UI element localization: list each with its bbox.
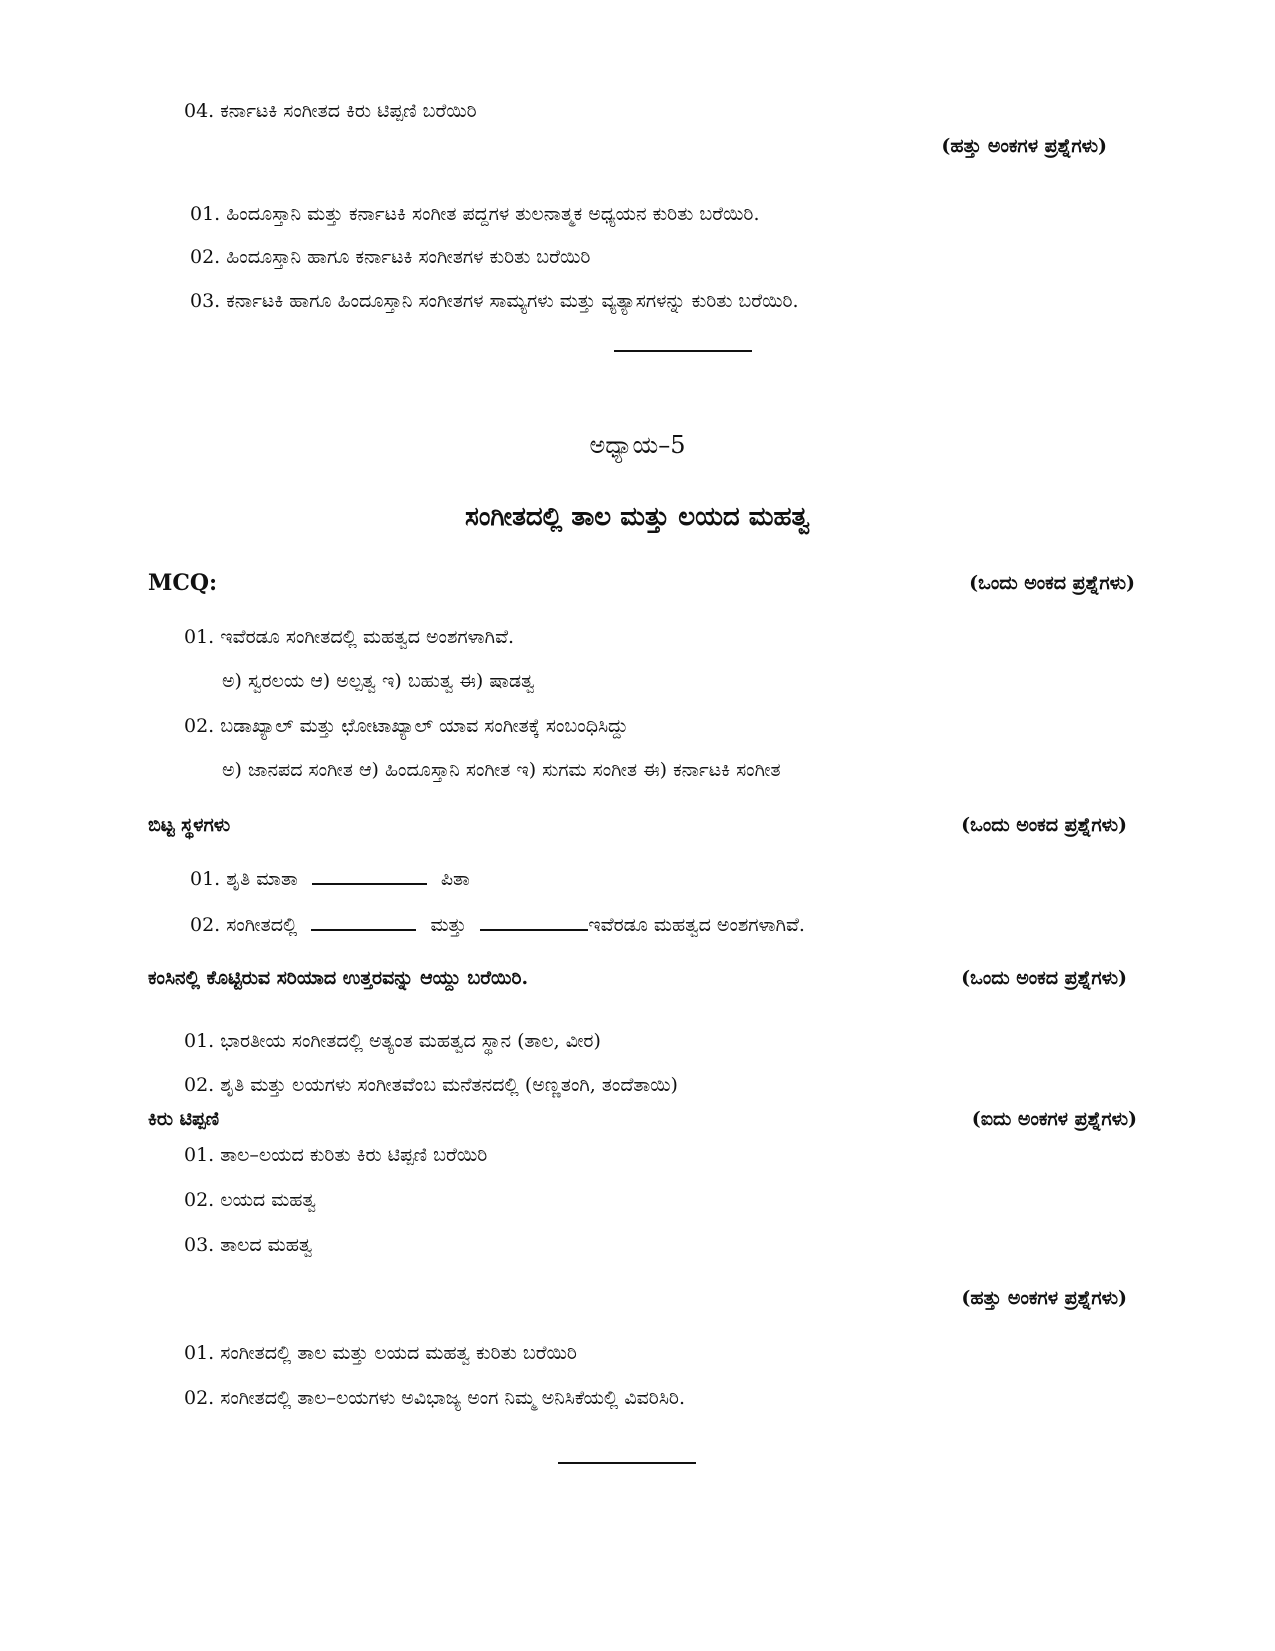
ten-marks-question-2: 02. ಸಂಗೀತದಲ್ಲಿ ತಾಲ–ಲಯಗಳು ಅವಿಭಾಜ್ಯ ಅಂಗ ನಿಮ್ಮ ಅನಿಸಿಕೆಯಲ್ಲಿ ವಿವರಿಸಿರಿ. [184,1387,685,1409]
mcq-options-2: ಅ) ಜಾನಪದ ಸಂಗೀತ ಆ) ಹಿಂದೂಸ್ತಾನಿ ಸಂಗೀತ ಇ) ಸುಗಮ ಸಂಗೀತ ಈ) ಕರ್ನಾಟಕಿ ಸಂಗೀತ [222,759,781,781]
ten-marks-heading-top: (ಹತ್ತು ಅಂಕಗಳ ಪ್ರಶ್ನೆಗಳು) [941,135,1107,157]
choose-answer-label: ಕಂಸಿನಲ್ಲಿ ಕೊಟ್ಟಿರುವ ಸರಿಯಾದ ಉತ್ತರವನ್ನು ಆಯ್ದು ಬರೆಯಿರಿ. [148,967,529,989]
question-04: 04. ಕರ್ನಾಟಕಿ ಸಂಗೀತದ ಕಿರು ಟಿಪ್ಪಣಿ ಬರೆಯಿರಿ [184,100,477,122]
fill-q1-end: ಪಿತಾ [440,868,470,890]
ten-marks-question-1: 01. ಸಂಗೀತದಲ್ಲಿ ತಾಲ ಮತ್ತು ಲಯದ ಮಹತ್ವ ಕುರಿತು ಬರೆಯಿರಿ [184,1342,577,1364]
mcq-marks: (ಒಂದು ಅಂಕದ ಪ್ರಶ್ನೆಗಳು) [969,572,1135,594]
choose-question-2: 02. ಶೃತಿ ಮತ್ತು ಲಯಗಳು ಸಂಗೀತವೆಂಬ ಮನೆತನದಲ್ಲಿ (ಅಣ್ಣತಂಗಿ, ತಂದೆತಾಯಿ) [184,1074,678,1096]
fill-q2-start: 02. ಸಂಗೀತದಲ್ಲಿ [190,914,298,936]
chapter-title: ಸಂಗೀತದಲ್ಲಿ ತಾಲ ಮತ್ತು ಲಯದ ಮಹತ್ವ [465,502,810,532]
ten-question-1: 01. ಹಿಂದೂಸ್ತಾನಿ ಮತ್ತು ಕರ್ನಾಟಕಿ ಸಂಗೀತ ಪದ್ದಗಳ ತುಲನಾತ್ಮಕ ಅಧ್ಯಯನ ಕುರಿತು ಬರೆಯಿರಿ. [190,203,760,225]
choose-question-1: 01. ಭಾರತೀಯ ಸಂಗೀತದಲ್ಲಿ ಅತ್ಯಂತ ಮಹತ್ವದ ಸ್ಥಾನ (ತಾಲ, ವೀರ) [184,1030,601,1052]
short-note-question-2: 02. ಲಯದ ಮಹತ್ವ [184,1189,316,1211]
fill-q2-mid: ಮತ್ತು [430,914,467,936]
fill-blank [312,869,427,885]
section-divider [614,350,752,352]
fill-question-2 [190,913,805,937]
mcq-question-2: 02. ಬಡಾಖ್ಯಾಲ್ ಮತ್ತು ಛೋಟಾಖ್ಯಾಲ್ ಯಾವ ಸಂಗೀತಕ್ಕೆ ಸಂಬಂಧಿಸಿದ್ದು [184,715,629,737]
fill-q1-start: 01. ಶೃತಿ ಮಾತಾ [190,868,298,890]
short-note-label: ಕಿರು ಟಿಪ್ಪಣಿ [148,1108,220,1130]
short-note-question-3: 03. ತಾಲದ ಮಹತ್ವ [184,1234,313,1256]
chapter-number: ಅಧ್ಯಾಯ–5 [589,431,686,459]
mcq-options-1: ಅ) ಸ್ವರಲಯ ಆ) ಅಲ್ಪತ್ವ ಇ) ಬಹುತ್ವ ಈ) ಷಾಡತ್ವ [222,670,535,692]
fill-q2-end: ಇವೆರಡೂ ಮಹತ್ವದ ಅಂಶಗಳಾಗಿವೆ. [588,914,805,936]
fill-blank [480,915,588,931]
mcq-label: MCQ: [148,570,218,596]
section-end-divider [558,1462,696,1464]
fill-question-1 [190,867,470,891]
choose-answer-marks: (ಒಂದು ಅಂಕದ ಪ್ರಶ್ನೆಗಳು) [961,967,1127,989]
ten-question-3: 03. ಕರ್ನಾಟಕಿ ಹಾಗೂ ಹಿಂದೂಸ್ತಾನಿ ಸಂಗೀತಗಳ ಸಾಮ್ಯಗಳು ಮತ್ತು ವ್ಯತ್ಯಾಸಗಳನ್ನು ಕುರಿತು ಬರೆಯಿರಿ. [190,290,799,312]
short-note-marks: (ಐದು ಅಂಕಗಳ ಪ್ರಶ್ನೆಗಳು) [971,1108,1137,1130]
fill-blanks-label: ಬಿಟ್ಟ ಸ್ಥಳಗಳು [148,814,231,836]
fill-blank [311,915,416,931]
ten-question-2: 02. ಹಿಂದೂಸ್ತಾನಿ ಹಾಗೂ ಕರ್ನಾಟಕಿ ಸಂಗೀತಗಳ ಕುರಿತು ಬರೆಯಿರಿ [190,246,591,268]
fill-blanks-marks: (ಒಂದು ಅಂಕದ ಪ್ರಶ್ನೆಗಳು) [961,814,1127,836]
short-note-question-1: 01. ತಾಲ–ಲಯದ ಕುರಿತು ಕಿರು ಟಿಪ್ಪಣಿ ಬರೆಯಿರಿ [184,1144,488,1166]
ten-marks-heading: (ಹತ್ತು ಅಂಕಗಳ ಪ್ರಶ್ನೆಗಳು) [961,1287,1127,1309]
mcq-question-1: 01. ಇವೆರಡೂ ಸಂಗೀತದಲ್ಲಿ ಮಹತ್ವದ ಅಂಶಗಳಾಗಿವೆ. [184,626,515,648]
